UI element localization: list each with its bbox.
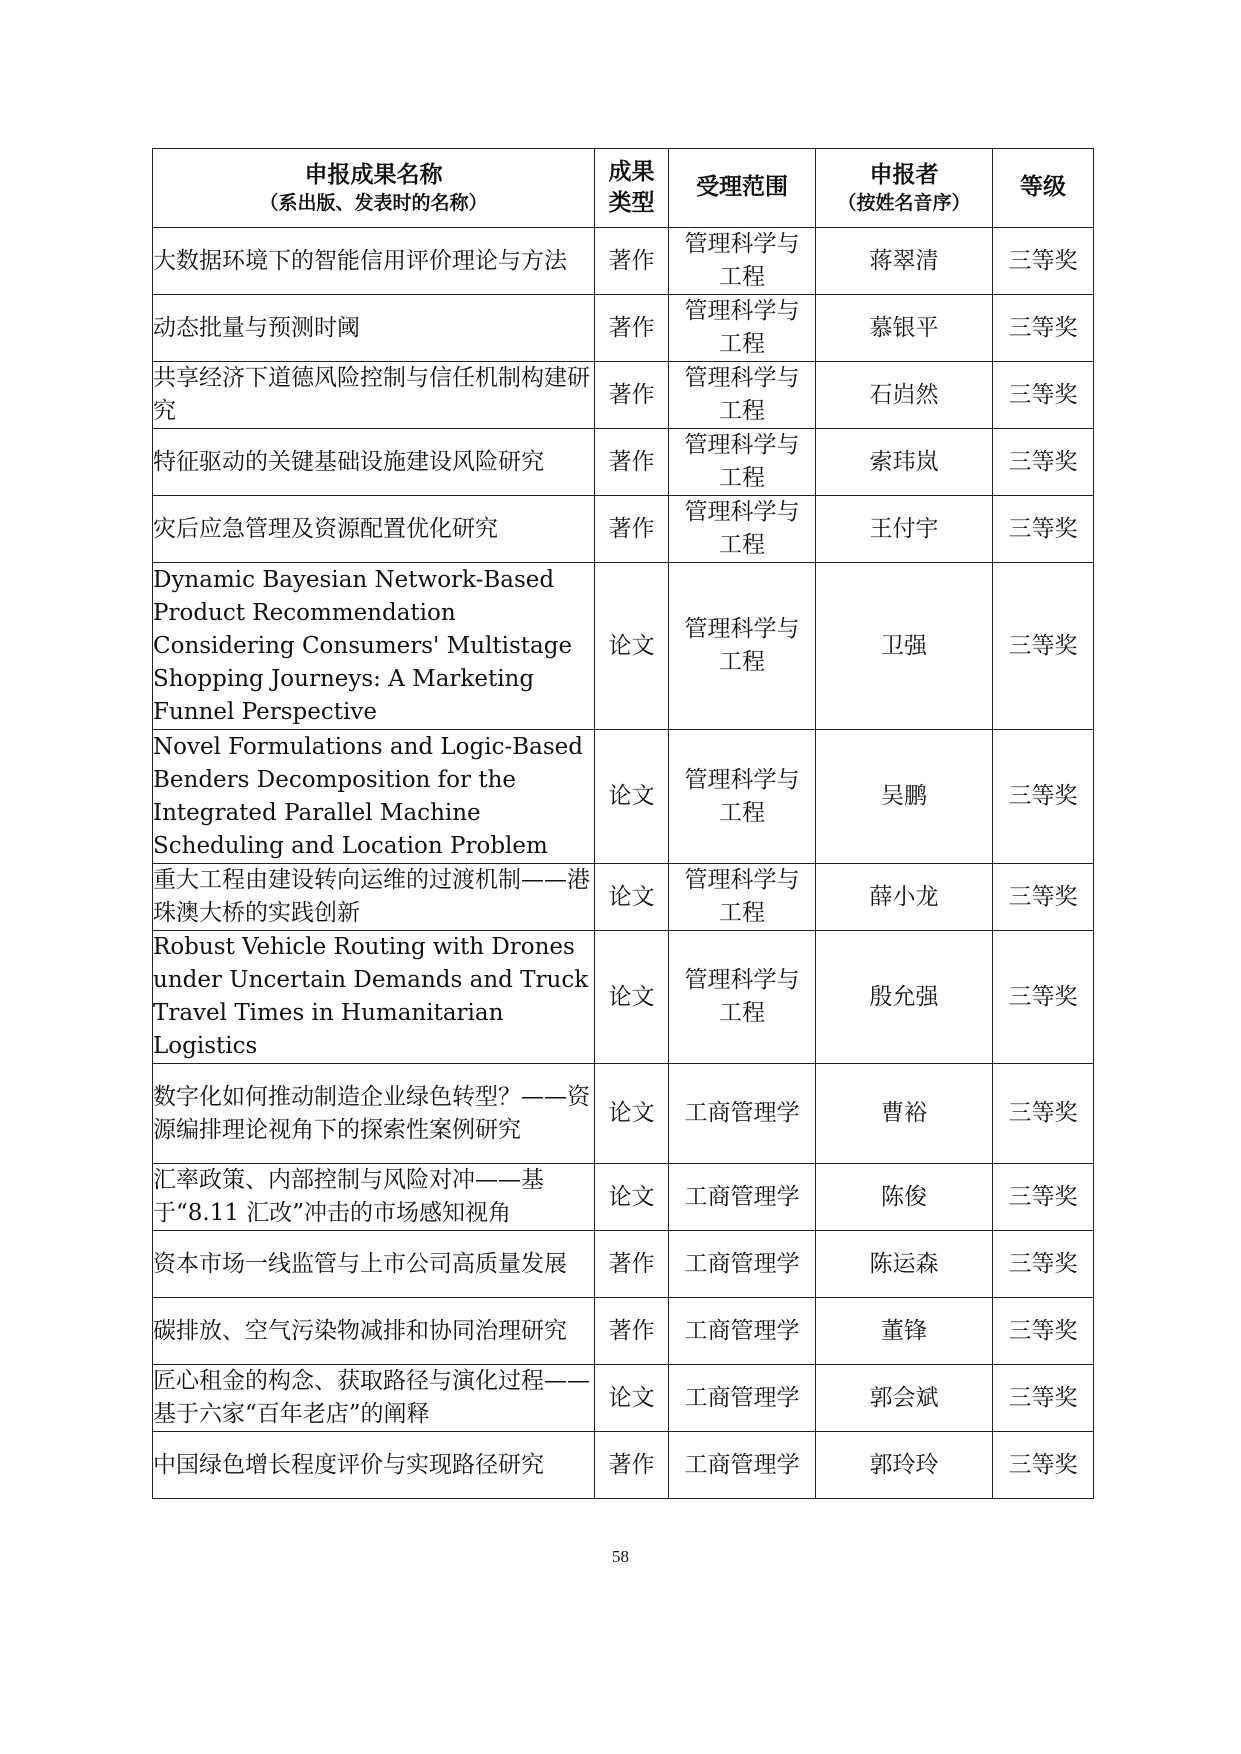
- table-header-row: [153, 149, 1094, 228]
- award-name-cell-text: Novel Formulations and Logic-Based Benders Decomposition for the Integrated Parallel Machine Scheduling and Location Problem: [153, 733, 584, 859]
- acceptance-scope-cell-text: 管理科学与工程: [684, 867, 800, 926]
- award-name-cell-text: 匠心租金的构念、获取路径与演化过程——基于六家“百年老店”的阐释: [153, 1368, 590, 1427]
- acceptance-scope-cell-text: 工商管理学: [684, 1317, 800, 1344]
- award-type-cell-text: 论文: [608, 883, 655, 910]
- author-cell-text: 郭会斌: [869, 1384, 939, 1411]
- grade-cell: [993, 1365, 1094, 1432]
- table-row: [153, 362, 1094, 429]
- header-author: [816, 149, 993, 228]
- award-type-cell-text: 著作: [608, 1451, 655, 1478]
- award-type-cell-text: 著作: [608, 1317, 655, 1344]
- acceptance-scope-cell: [669, 295, 816, 362]
- header-type-label: 成果类型: [608, 158, 655, 216]
- author-cell-text: 慕银平: [869, 314, 939, 341]
- award-name-cell: [153, 563, 595, 730]
- award-name-cell: [153, 1365, 595, 1432]
- author-cell-text: 殷允强: [869, 983, 939, 1010]
- award-type-cell: [595, 1432, 669, 1499]
- table-row: [153, 295, 1094, 362]
- acceptance-scope-cell: [669, 1298, 816, 1365]
- acceptance-scope-cell: [669, 496, 816, 563]
- award-type-cell: [595, 362, 669, 429]
- table-row: [153, 1432, 1094, 1499]
- author-cell-text: 索玮岚: [869, 448, 939, 475]
- table-row: [153, 864, 1094, 931]
- author-cell: [816, 1432, 993, 1499]
- award-type-cell-text: 论文: [608, 632, 655, 659]
- award-name-cell: [153, 228, 595, 295]
- grade-cell: [993, 931, 1094, 1064]
- header-author-subtitle: （按姓名音序）: [837, 191, 971, 214]
- grade-cell-text: 三等奖: [1008, 1183, 1078, 1210]
- acceptance-scope-cell: [669, 864, 816, 931]
- acceptance-scope-cell-text: 管理科学与工程: [684, 766, 800, 826]
- grade-cell-text: 三等奖: [1008, 1451, 1078, 1478]
- author-cell: [816, 228, 993, 295]
- grade-cell: [993, 864, 1094, 931]
- award-name-cell: [153, 496, 595, 563]
- award-type-cell: [595, 1298, 669, 1365]
- author-cell: [816, 864, 993, 931]
- grade-cell: [993, 496, 1094, 563]
- award-type-cell-text: 著作: [608, 314, 655, 341]
- grade-cell-text: 三等奖: [1008, 515, 1078, 542]
- award-type-cell-text: 著作: [608, 1250, 655, 1277]
- author-cell-text: 董锋: [881, 1317, 927, 1344]
- award-type-cell: [595, 563, 669, 730]
- author-cell: [816, 1164, 993, 1231]
- author-cell: [816, 730, 993, 864]
- award-type-cell: [595, 1064, 669, 1164]
- grade-cell: [993, 730, 1094, 864]
- award-type-cell: [595, 1231, 669, 1298]
- acceptance-scope-cell-text: 管理科学与工程: [684, 365, 800, 424]
- table-row: [153, 1064, 1094, 1164]
- award-name-cell-text: 碳排放、空气污染物减排和协同治理研究: [153, 1317, 567, 1344]
- grade-cell-text: 三等奖: [1008, 983, 1078, 1010]
- author-cell: [816, 295, 993, 362]
- header-name-subtitle: （系出版、发表时的名称）: [259, 191, 488, 214]
- author-cell: [816, 1231, 993, 1298]
- header-grade: 等级: [993, 149, 1094, 228]
- grade-cell: [993, 1298, 1094, 1365]
- grade-cell: [993, 362, 1094, 429]
- award-type-cell: [595, 730, 669, 864]
- acceptance-scope-cell-text: 工商管理学: [684, 1183, 800, 1210]
- award-type-cell: [595, 429, 669, 496]
- grade-cell-text: 三等奖: [1008, 247, 1078, 274]
- award-type-cell-text: 著作: [608, 381, 655, 408]
- acceptance-scope-cell: [669, 1365, 816, 1432]
- author-cell: [816, 429, 993, 496]
- table-row: [153, 496, 1094, 563]
- award-name-cell: [153, 931, 595, 1064]
- author-cell-text: 吴鹏: [881, 783, 927, 809]
- award-type-cell-text: 论文: [608, 1384, 655, 1411]
- grade-cell: [993, 228, 1094, 295]
- author-cell: [816, 1365, 993, 1432]
- award-name-cell-text: 特征驱动的关键基础设施建设风险研究: [153, 448, 544, 475]
- award-name-cell: [153, 1432, 595, 1499]
- award-type-cell: [595, 931, 669, 1064]
- grade-cell-text: 三等奖: [1008, 1100, 1078, 1126]
- acceptance-scope-cell-text: 管理科学与工程: [684, 967, 800, 1026]
- acceptance-scope-cell: [669, 931, 816, 1064]
- table-row: [153, 1231, 1094, 1298]
- author-cell-text: 陈运森: [869, 1250, 939, 1277]
- acceptance-scope-cell: [669, 1432, 816, 1499]
- acceptance-scope-cell: [669, 1064, 816, 1164]
- author-cell-text: 郭玲玲: [869, 1451, 939, 1478]
- award-type-cell-text: 著作: [608, 515, 655, 542]
- author-cell: [816, 563, 993, 730]
- author-cell-text: 陈俊: [881, 1183, 927, 1210]
- award-name-cell-text: 汇率政策、内部控制与风险对冲——基于“8.11 汇改”冲击的市场感知视角: [153, 1167, 544, 1226]
- header-type: [595, 149, 669, 228]
- acceptance-scope-cell-text: 工商管理学: [684, 1250, 800, 1277]
- award-name-cell: [153, 295, 595, 362]
- award-name-cell: [153, 362, 595, 429]
- award-name-cell-text: 动态批量与预测时阈: [153, 314, 360, 341]
- header-name: [153, 149, 595, 228]
- table-row: [153, 563, 1094, 730]
- grade-cell-text: 三等奖: [1008, 448, 1078, 475]
- award-type-cell-text: 论文: [608, 983, 655, 1010]
- acceptance-scope-cell: [669, 730, 816, 864]
- table-row: [153, 429, 1094, 496]
- acceptance-scope-cell-text: 管理科学与工程: [684, 231, 800, 290]
- award-name-cell-text: Dynamic Bayesian Network-Based Product Recommendation Considering Consumers' Multistage Shopping Journeys: A Marketing Funnel Perspective: [153, 566, 573, 725]
- acceptance-scope-cell-text: 工商管理学: [684, 1100, 800, 1126]
- award-name-cell-text: 共享经济下道德风险控制与信任机制构建研究: [153, 365, 590, 424]
- award-name-cell: [153, 864, 595, 931]
- acceptance-scope-cell-text: 管理科学与工程: [684, 432, 800, 491]
- table-row: [153, 228, 1094, 295]
- author-cell: [816, 1298, 993, 1365]
- grade-cell-text: 三等奖: [1008, 632, 1078, 659]
- award-type-cell: [595, 1164, 669, 1231]
- award-name-cell-text: 中国绿色增长程度评价与实现路径研究: [153, 1451, 544, 1478]
- grade-cell-text: 三等奖: [1008, 1317, 1078, 1344]
- award-type-cell-text: 论文: [608, 783, 655, 809]
- award-name-cell: [153, 730, 595, 864]
- award-name-cell: [153, 1298, 595, 1365]
- grade-cell: [993, 1231, 1094, 1298]
- grade-cell-text: 三等奖: [1008, 1250, 1078, 1277]
- author-cell-text: 曹裕: [881, 1100, 927, 1126]
- header-author-title: 申报者: [869, 161, 939, 188]
- acceptance-scope-cell-text: 工商管理学: [684, 1451, 800, 1478]
- grade-cell-text: 三等奖: [1008, 381, 1078, 408]
- award-name-cell-text: 数字化如何推动制造企业绿色转型？——资源编排理论视角下的探索性案例研究: [153, 1083, 590, 1143]
- acceptance-scope-cell: [669, 563, 816, 730]
- author-cell: [816, 931, 993, 1064]
- award-type-cell-text: 著作: [608, 247, 655, 274]
- award-name-cell: [153, 1064, 595, 1164]
- header-field: 受理范围: [669, 149, 816, 228]
- award-name-cell-text: 大数据环境下的智能信用评价理论与方法: [153, 247, 567, 274]
- acceptance-scope-cell: [669, 1231, 816, 1298]
- acceptance-scope-cell-text: 管理科学与工程: [684, 298, 800, 357]
- acceptance-scope-cell: [669, 362, 816, 429]
- table-row: [153, 1298, 1094, 1365]
- grade-cell-text: 三等奖: [1008, 1384, 1078, 1411]
- award-name-cell: [153, 429, 595, 496]
- acceptance-scope-cell-text: 工商管理学: [684, 1384, 800, 1411]
- author-cell-text: 卫强: [881, 632, 927, 659]
- grade-cell-text: 三等奖: [1008, 883, 1078, 910]
- author-cell-text: 薛小龙: [869, 883, 939, 910]
- acceptance-scope-cell-text: 管理科学与工程: [684, 616, 800, 675]
- award-type-cell: [595, 496, 669, 563]
- table-row: [153, 931, 1094, 1064]
- grade-cell: [993, 1432, 1094, 1499]
- grade-cell-text: 三等奖: [1008, 783, 1078, 809]
- awards-table: [152, 148, 1094, 1499]
- award-type-cell: [595, 295, 669, 362]
- award-type-cell: [595, 864, 669, 931]
- award-name-cell-text: 资本市场一线监管与上市公司高质量发展: [153, 1250, 567, 1277]
- award-name-cell-text: Robust Vehicle Routing with Drones under Uncertain Demands and Truck Travel Times in Humanitarian Logistics: [153, 934, 589, 1059]
- acceptance-scope-cell: [669, 1164, 816, 1231]
- award-type-cell-text: 论文: [608, 1100, 655, 1126]
- acceptance-scope-cell: [669, 429, 816, 496]
- award-name-cell: [153, 1164, 595, 1231]
- award-name-cell: [153, 1231, 595, 1298]
- author-cell: [816, 362, 993, 429]
- award-type-cell: [595, 1365, 669, 1432]
- award-type-cell: [595, 228, 669, 295]
- grade-cell: [993, 563, 1094, 730]
- author-cell-text: 王付宇: [869, 515, 939, 542]
- grade-cell: [993, 1064, 1094, 1164]
- author-cell: [816, 496, 993, 563]
- acceptance-scope-cell: [669, 228, 816, 295]
- author-cell-text: 蒋翠清: [869, 247, 939, 274]
- author-cell: [816, 1064, 993, 1164]
- grade-cell: [993, 295, 1094, 362]
- award-name-cell-text: 灾后应急管理及资源配置优化研究: [153, 515, 498, 542]
- table-row: [153, 1164, 1094, 1231]
- award-name-cell-text: 重大工程由建设转向运维的过渡机制——港珠澳大桥的实践创新: [153, 867, 590, 926]
- grade-cell: [993, 429, 1094, 496]
- grade-cell-text: 三等奖: [1008, 314, 1078, 341]
- table-row: [153, 730, 1094, 864]
- acceptance-scope-cell-text: 管理科学与工程: [684, 499, 800, 558]
- award-type-cell-text: 著作: [608, 448, 655, 475]
- table-row: [153, 1365, 1094, 1432]
- award-type-cell-text: 论文: [608, 1183, 655, 1210]
- grade-cell: [993, 1164, 1094, 1231]
- author-cell-text: 石岿然: [869, 381, 939, 408]
- header-name-title: 申报成果名称: [304, 161, 443, 188]
- page-number: 58: [612, 1547, 629, 1566]
